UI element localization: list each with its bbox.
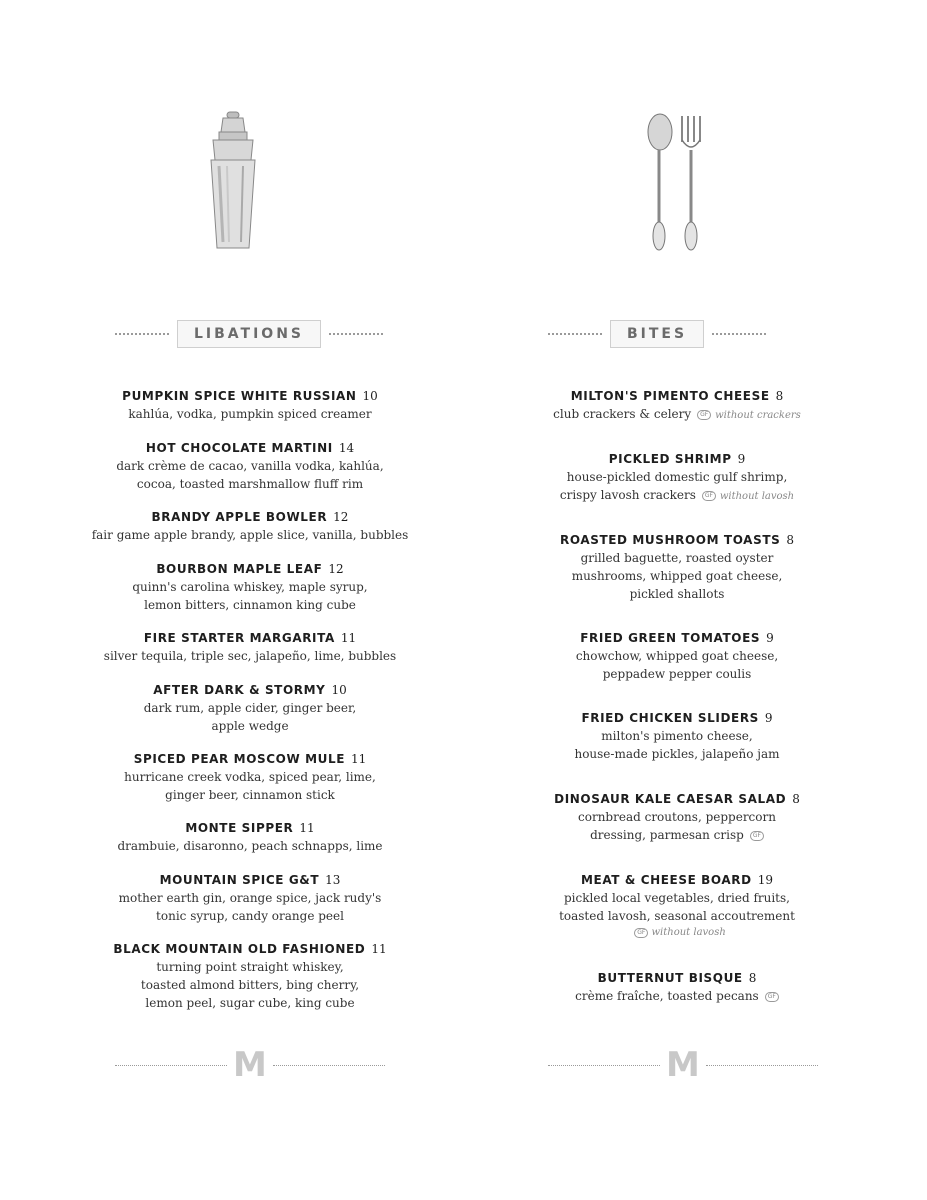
item-description: milton's pimento cheese, house-made pickles, jalapeño jam [574, 729, 780, 761]
item-name: ROASTED MUSHROOM TOASTS [560, 533, 781, 547]
item-description: turning point straight whiskey, toasted almond bitters, bing cherry, lemon peel, sugar cube, king cube [140, 960, 360, 1010]
item-price: 12 [333, 510, 349, 524]
item-description: house-pickled domestic gulf shrimp, crispy lavosh crackers [559, 470, 788, 502]
item-price: 11 [299, 821, 315, 835]
menu-item [60, 388, 440, 423]
item-price: 8 [775, 389, 784, 403]
item-description: dark rum, apple cider, ginger beer, apple wedge [143, 701, 357, 733]
divider-dots [548, 333, 602, 335]
item-description: quinn's carolina whiskey, maple syrup, lemon bitters, cinnamon king cube [132, 580, 368, 612]
footer-left [115, 1045, 385, 1085]
item-price: 12 [328, 562, 344, 576]
item-description: chowchow, whipped goat cheese, peppadew pepper coulis [575, 649, 779, 681]
item-description: hurricane creek vodka, spiced pear, lime, ginger beer, cinnamon stick [124, 770, 376, 802]
libations-header [115, 320, 383, 348]
libations-title: LIBATIONS [177, 320, 321, 348]
menu-item [60, 561, 440, 614]
item-name: SPICED PEAR MOSCOW MULE [133, 752, 345, 766]
menu-item [497, 710, 857, 763]
item-description: grilled baguette, roasted oyster mushrooms, whipped goat cheese, pickled shallots [571, 551, 783, 601]
menu-item [497, 791, 857, 844]
item-price: 10 [331, 683, 347, 697]
item-price: 9 [737, 452, 746, 466]
menu-item [60, 682, 440, 735]
item-description: mother earth gin, orange spice, jack rudy's tonic syrup, candy orange peel [118, 891, 382, 923]
item-name: FRIED GREEN TOMATOES [580, 631, 761, 645]
gf-note: without lavosh [651, 927, 726, 938]
menu-item [60, 872, 440, 925]
divider-dots [115, 333, 169, 335]
item-name: MOUNTAIN SPICE G&T [159, 873, 320, 887]
cocktail-shaker-icon [205, 110, 261, 256]
item-description: club crackers & celery [553, 407, 692, 421]
item-price: 19 [757, 873, 773, 887]
item-name: BUTTERNUT BISQUE [597, 971, 743, 985]
gluten-free-badge-icon: GF [765, 992, 779, 1002]
gf-note: without lavosh [719, 491, 795, 502]
menu-item [60, 630, 440, 665]
footer-right [548, 1045, 818, 1085]
item-price: 9 [766, 631, 774, 645]
divider-dots [329, 333, 383, 335]
bites-header [548, 320, 766, 348]
monogram-logo: M [666, 1045, 700, 1085]
divider-dots [548, 1065, 660, 1066]
item-name: PICKLED SHRIMP [608, 452, 732, 466]
menu-item [60, 820, 440, 855]
divider-dots [712, 333, 766, 335]
menu-item [60, 751, 440, 804]
menu-item [497, 388, 857, 425]
item-price: 8 [792, 792, 800, 806]
gluten-free-badge-icon: GF [697, 410, 711, 420]
menu-item [60, 440, 440, 493]
item-name: BLACK MOUNTAIN OLD FASHIONED [113, 942, 366, 956]
item-price: 14 [338, 441, 355, 455]
gf-note: without crackers [715, 410, 801, 421]
menu-item [497, 532, 857, 603]
item-name: MILTON'S PIMENTO CHEESE [570, 389, 770, 403]
menu-item [497, 970, 857, 1005]
item-name: AFTER DARK & STORMY [153, 683, 326, 697]
item-name: FIRE STARTER MARGARITA [143, 631, 335, 645]
item-description: pickled local vegetables, dried fruits, toasted lavosh, seasonal accoutrement [559, 891, 795, 923]
item-name: FRIED CHICKEN SLIDERS [581, 711, 759, 725]
divider-dots [115, 1065, 227, 1066]
spoon-and-fork-icon [640, 112, 710, 258]
menu-item [497, 630, 857, 683]
item-name: MEAT & CHEESE BOARD [581, 873, 752, 887]
item-price: 9 [764, 711, 773, 725]
item-price: 10 [362, 389, 378, 403]
item-description: fair game apple brandy, apple slice, vanilla, bubbles [91, 528, 409, 542]
gluten-free-badge-icon: GF [750, 831, 764, 841]
item-price: 8 [786, 533, 794, 547]
item-name: MONTE SIPPER [185, 821, 294, 835]
item-price: 11 [340, 631, 357, 645]
item-price: 11 [351, 752, 367, 766]
monogram-logo: M [233, 1045, 267, 1085]
item-name: DINOSAUR KALE CAESAR SALAD [554, 792, 787, 806]
item-description: drambuie, disaronno, peach schnapps, lime [117, 839, 383, 853]
menu-item [60, 509, 440, 544]
item-description: cornbread croutons, peppercorn dressing, parmesan crisp [578, 810, 776, 842]
item-description: silver tequila, triple sec, jalapeño, lime, bubbles [103, 649, 397, 663]
item-price: 11 [371, 942, 387, 956]
item-price: 8 [748, 971, 757, 985]
item-name: BRANDY APPLE BOWLER [151, 510, 328, 524]
item-description: kahlúa, vodka, pumpkin spiced creamer [128, 407, 372, 421]
bites-title: BITES [610, 320, 704, 348]
gluten-free-badge-icon: GF [634, 928, 648, 938]
item-description: crème fraîche, toasted pecans [575, 989, 759, 1003]
menu-item [497, 451, 857, 506]
divider-dots [273, 1065, 385, 1066]
divider-dots [706, 1065, 818, 1066]
item-price: 13 [325, 873, 341, 887]
gluten-free-badge-icon: GF [702, 491, 716, 501]
item-description: dark crème de cacao, vanilla vodka, kahlúa, cocoa, toasted marshmallow fluff rim [116, 459, 384, 491]
item-name: BOURBON MAPLE LEAF [156, 562, 323, 576]
menu-item [497, 872, 857, 941]
item-name: HOT CHOCOLATE MARTINI [145, 441, 333, 455]
menu-item [60, 941, 440, 1012]
item-name: PUMPKIN SPICE WHITE RUSSIAN [122, 389, 357, 403]
